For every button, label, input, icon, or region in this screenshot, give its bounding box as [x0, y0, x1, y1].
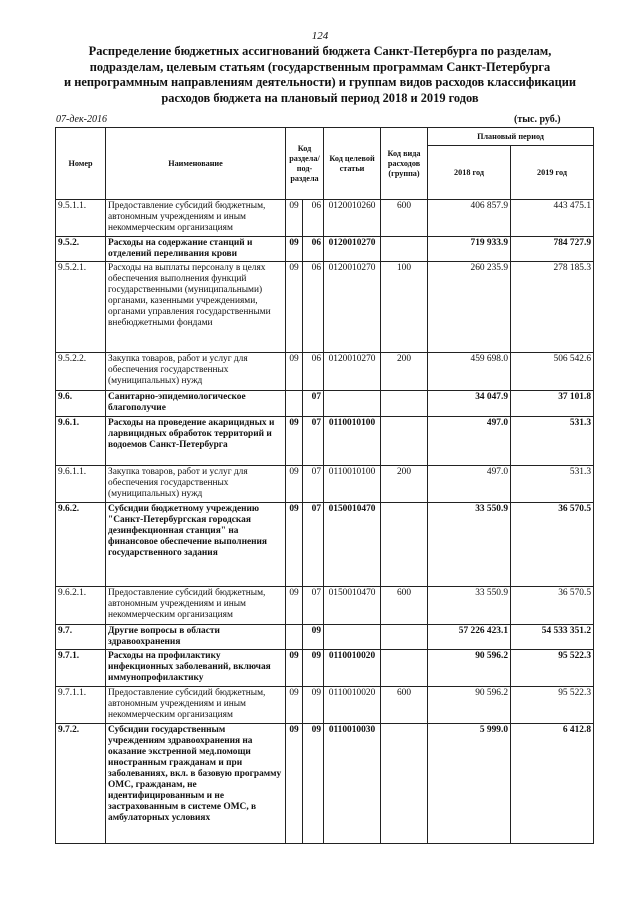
row-number: 9.6.2.1. — [56, 587, 106, 625]
header-2018: 2018 год — [428, 146, 511, 200]
row-expense-kind: 600 — [381, 200, 428, 237]
row-section-code: 09 — [286, 237, 303, 262]
row-target-code — [324, 625, 381, 650]
row-value-2019: 531.3 — [511, 417, 594, 466]
row-subsection-code: 07 — [303, 466, 324, 503]
row-value-2019: 506 542.6 — [511, 353, 594, 391]
row-subsection-code: 09 — [303, 687, 324, 724]
row-subsection-code: 06 — [303, 237, 324, 262]
row-value-2018: 260 235.9 — [428, 262, 511, 353]
row-target-code: 0120010270 — [324, 262, 381, 353]
row-number: 9.6.1.1. — [56, 466, 106, 503]
row-section-code: 09 — [286, 587, 303, 625]
row-number: 9.7.2. — [56, 724, 106, 844]
table-row — [56, 200, 594, 237]
row-value-2018: 34 047.9 — [428, 391, 511, 417]
row-name: Субсидии государственным учреждениям здравоохранения на оказание экстренной мед.помощи иностранным гражданам и при заболеваниях, вкл. в базовую программу ОМС, гражданам, не идентифицированным и не застрахованным в системе ОМС, в амбулаторных условиях — [106, 724, 286, 844]
budget-table — [55, 127, 594, 844]
row-number: 9.5.2.2. — [56, 353, 106, 391]
row-name: Санитарно-эпидемиологическое благополучие — [106, 391, 286, 417]
row-target-code: 0120010270 — [324, 237, 381, 262]
row-name: Предоставление субсидий бюджетным, автономным учреждениям и иным некоммерческим организациям — [106, 687, 286, 724]
row-subsection-code: 09 — [303, 724, 324, 844]
row-value-2018: 5 999.0 — [428, 724, 511, 844]
row-section-code: 09 — [286, 724, 303, 844]
row-value-2019: 278 185.3 — [511, 262, 594, 353]
row-name: Расходы на проведение акарицидных и ларвицидных обработок территорий и водоемов Санкт-Петербурга — [106, 417, 286, 466]
table-row — [56, 391, 594, 417]
row-section-code: 09 — [286, 417, 303, 466]
row-target-code: 0110010020 — [324, 687, 381, 724]
header-number: Номер — [56, 128, 106, 200]
table-row — [56, 724, 594, 844]
row-expense-kind — [381, 650, 428, 687]
row-section-code: 09 — [286, 200, 303, 237]
row-target-code: 0110010020 — [324, 650, 381, 687]
row-name: Закупка товаров, работ и услуг для обеспечения государственных (муниципальных) нужд — [106, 353, 286, 391]
header-plan-period: Плановый период — [428, 128, 594, 146]
row-subsection-code: 07 — [303, 391, 324, 417]
row-value-2018: 57 226 423.1 — [428, 625, 511, 650]
row-subsection-code: 07 — [303, 587, 324, 625]
row-number: 9.7.1.1. — [56, 687, 106, 724]
title-line: подразделам, целевым статьям (государственным программам Санкт-Петербурга — [89, 59, 551, 74]
row-subsection-code: 06 — [303, 200, 324, 237]
row-target-code: 0150010470 — [324, 587, 381, 625]
header-kind: Код вида расходов (группа) — [381, 128, 428, 200]
row-target-code: 0110010030 — [324, 724, 381, 844]
row-target-code — [324, 391, 381, 417]
row-target-code: 0150010470 — [324, 503, 381, 587]
document-date: 07-дек-2016 — [56, 114, 107, 125]
row-number: 9.7. — [56, 625, 106, 650]
row-number: 9.6. — [56, 391, 106, 417]
row-number: 9.6.2. — [56, 503, 106, 587]
header-section: Код раздела/ под- раздела — [286, 128, 324, 200]
title-line: расходов бюджета на плановый период 2018 и 2019 годов — [161, 90, 479, 105]
row-value-2019: 784 727.9 — [511, 237, 594, 262]
row-section-code: 09 — [286, 466, 303, 503]
row-value-2018: 497.0 — [428, 466, 511, 503]
row-value-2019: 37 101.8 — [511, 391, 594, 417]
row-section-code: 09 — [286, 353, 303, 391]
row-expense-kind — [381, 237, 428, 262]
row-name: Расходы на содержание станций и отделений переливания крови — [106, 237, 286, 262]
row-name: Закупка товаров, работ и услуг для обеспечения государственных (муниципальных) нужд — [106, 466, 286, 503]
row-number: 9.5.2.1. — [56, 262, 106, 353]
row-target-code: 0120010270 — [324, 353, 381, 391]
row-target-code: 0110010100 — [324, 417, 381, 466]
row-value-2019: 6 412.8 — [511, 724, 594, 844]
row-number: 9.6.1. — [56, 417, 106, 466]
table-row — [56, 650, 594, 687]
table-row — [56, 466, 594, 503]
row-value-2018: 90 596.2 — [428, 650, 511, 687]
row-value-2019: 95 522.3 — [511, 687, 594, 724]
row-value-2019: 54 533 351.2 — [511, 625, 594, 650]
row-expense-kind: 600 — [381, 587, 428, 625]
row-value-2018: 459 698.0 — [428, 353, 511, 391]
table-row — [56, 237, 594, 262]
document-title — [40, 44, 600, 106]
row-subsection-code: 07 — [303, 417, 324, 466]
table-row — [56, 417, 594, 466]
row-name: Субсидии бюджетному учреждению "Санкт-Петербургская городская дезинфекционная станция" на финансовое обеспечение выполнения государственного задания — [106, 503, 286, 587]
row-section-code — [286, 391, 303, 417]
row-number: 9.5.2. — [56, 237, 106, 262]
row-expense-kind — [381, 724, 428, 844]
header-target: Код целевой статьи — [324, 128, 381, 200]
row-value-2018: 406 857.9 — [428, 200, 511, 237]
table-row — [56, 587, 594, 625]
header-name: Наименование — [106, 128, 286, 200]
row-expense-kind: 200 — [381, 353, 428, 391]
header-2019: 2019 год — [511, 146, 594, 200]
row-subsection-code: 06 — [303, 353, 324, 391]
row-number: 9.7.1. — [56, 650, 106, 687]
row-number: 9.5.1.1. — [56, 200, 106, 237]
table-row — [56, 687, 594, 724]
row-subsection-code: 09 — [303, 625, 324, 650]
row-value-2018: 33 550.9 — [428, 587, 511, 625]
row-value-2019: 95 522.3 — [511, 650, 594, 687]
row-value-2019: 443 475.1 — [511, 200, 594, 237]
units-label: (тыс. руб.) — [514, 114, 561, 125]
row-section-code: 09 — [286, 650, 303, 687]
row-value-2019: 36 570.5 — [511, 503, 594, 587]
row-target-code: 0110010100 — [324, 466, 381, 503]
row-name: Предоставление субсидий бюджетным, автономным учреждениям и иным некоммерческим организациям — [106, 587, 286, 625]
row-expense-kind — [381, 391, 428, 417]
row-subsection-code: 07 — [303, 503, 324, 587]
table-body — [56, 200, 594, 844]
row-value-2019: 36 570.5 — [511, 587, 594, 625]
row-section-code: 09 — [286, 503, 303, 587]
title-line: и непрограммным направлениям деятельности) и группам видов расходов классификации — [64, 75, 576, 89]
table-row — [56, 625, 594, 650]
row-expense-kind — [381, 503, 428, 587]
row-expense-kind: 200 — [381, 466, 428, 503]
row-value-2019: 531.3 — [511, 466, 594, 503]
row-subsection-code: 09 — [303, 650, 324, 687]
row-expense-kind — [381, 625, 428, 650]
row-target-code: 0120010260 — [324, 200, 381, 237]
row-expense-kind: 100 — [381, 262, 428, 353]
row-section-code: 09 — [286, 262, 303, 353]
table-row — [56, 353, 594, 391]
table-row — [56, 503, 594, 587]
row-name: Расходы на профилактику инфекционных заболеваний, включая иммунопрофилактику — [106, 650, 286, 687]
row-value-2018: 719 933.9 — [428, 237, 511, 262]
table-row — [56, 262, 594, 353]
row-name: Другие вопросы в области здравоохранения — [106, 625, 286, 650]
row-name: Расходы на выплаты персоналу в целях обеспечения выполнения функций государственными (муниципальными) органами, казенными учреждениями, органами управления государственными внебюджетными фондами — [106, 262, 286, 353]
title-line: Распределение бюджетных ассигнований бюджета Санкт-Петербурга по разделам, — [88, 44, 552, 58]
row-section-code: 09 — [286, 687, 303, 724]
page-number: 124 — [311, 30, 329, 42]
row-expense-kind: 600 — [381, 687, 428, 724]
row-name: Предоставление субсидий бюджетным, автономным учреждениям и иным некоммерческим организациям — [106, 200, 286, 237]
row-value-2018: 90 596.2 — [428, 687, 511, 724]
row-section-code — [286, 625, 303, 650]
row-value-2018: 497.0 — [428, 417, 511, 466]
row-value-2018: 33 550.9 — [428, 503, 511, 587]
row-expense-kind — [381, 417, 428, 466]
row-subsection-code: 06 — [303, 262, 324, 353]
